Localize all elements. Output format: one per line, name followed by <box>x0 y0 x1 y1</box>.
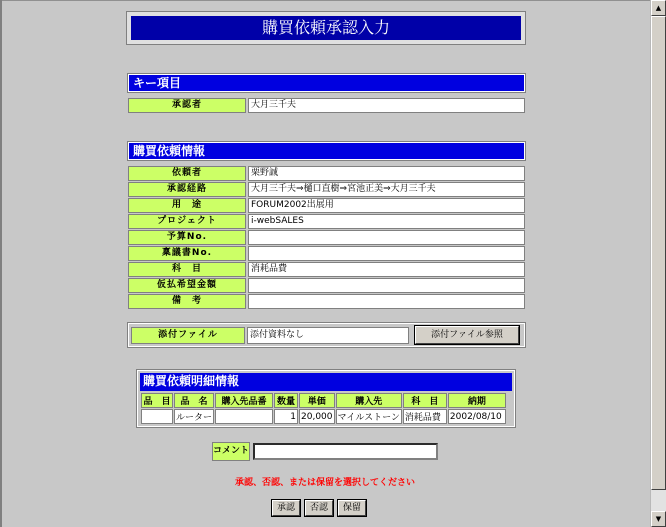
ringi-no-label: 稟議書No. <box>128 246 246 261</box>
detail-section-header: 購買依頼明細情報 <box>140 373 512 391</box>
requester-label: 依頼者 <box>128 166 246 181</box>
approval-route-label: 承認経路 <box>128 182 246 197</box>
purpose-value: FORUM2002出展用 <box>248 198 525 213</box>
column-header-item: 品 目 <box>141 393 173 408</box>
advance-amount-row <box>128 278 525 293</box>
comment-input[interactable] <box>253 443 438 460</box>
scroll-up-arrow-icon[interactable]: ▲ <box>651 0 666 16</box>
approval-route-value: 大月三千夫⇒樋口直樹⇒宮池正美⇒大月三千夫 <box>248 182 525 197</box>
detail-box <box>137 370 515 427</box>
window-frame-left <box>0 0 2 527</box>
cell-unit-price: 20,000 <box>299 409 335 424</box>
cell-supplier: マイルストーン <box>336 409 402 424</box>
purpose-row <box>128 198 525 213</box>
comment-label: コメント <box>212 442 250 461</box>
approver-row <box>128 98 525 113</box>
cell-quantity: 1 <box>274 409 298 424</box>
project-value: i-webSALES <box>248 214 525 229</box>
hold-button[interactable]: 保留 <box>338 500 366 516</box>
approver-value: 大月三千夫 <box>248 98 525 113</box>
requester-row <box>128 166 525 181</box>
attachment-label: 添付ファイル <box>131 327 245 344</box>
column-header-delivery-date: 納期 <box>448 393 506 408</box>
instruction-message: 承認、否認、または保留を選択してください <box>234 478 415 488</box>
budget-no-row <box>128 230 525 245</box>
budget-no-value <box>248 230 525 245</box>
remarks-label: 備 考 <box>128 294 246 309</box>
column-header-account: 科 目 <box>403 393 447 408</box>
column-header-supplier-part-no: 購入先品番 <box>215 393 273 408</box>
column-header-supplier: 購入先 <box>336 393 402 408</box>
account-row <box>128 262 525 277</box>
advance-amount-label: 仮払希望金額 <box>128 278 246 293</box>
table-row <box>141 409 506 424</box>
advance-amount-value <box>248 278 525 293</box>
remarks-row <box>128 294 525 309</box>
cell-product-name: ルーター <box>174 409 214 424</box>
purpose-label: 用 途 <box>128 198 246 213</box>
reject-button[interactable]: 否認 <box>305 500 333 516</box>
window-frame-top <box>0 0 666 1</box>
cell-supplier-part-no <box>215 409 273 424</box>
approve-button[interactable]: 承認 <box>272 500 300 516</box>
vertical-scrollbar[interactable] <box>650 0 666 527</box>
comment-row <box>212 440 440 462</box>
project-label: プロジェクト <box>128 214 246 229</box>
remarks-value <box>248 294 525 309</box>
detail-table <box>140 392 507 425</box>
column-header-quantity: 数量 <box>274 393 298 408</box>
attachment-value: 添付資料なし <box>247 327 409 344</box>
attachment-browse-button[interactable]: 添付ファイル参照 <box>415 326 519 344</box>
scroll-down-arrow-icon[interactable]: ▼ <box>651 511 666 527</box>
ringi-no-row <box>128 246 525 261</box>
approval-route-row <box>128 182 525 197</box>
detail-header-row <box>141 393 506 408</box>
approver-label: 承認者 <box>128 98 246 113</box>
request-section-header: 購買依頼情報 <box>128 142 525 160</box>
cell-delivery-date: 2002/08/10 <box>448 409 506 424</box>
budget-no-label: 予算No. <box>128 230 246 245</box>
column-header-product-name: 品 名 <box>174 393 214 408</box>
action-buttons <box>272 500 366 516</box>
scrollbar-thumb[interactable] <box>651 16 666 490</box>
ringi-no-value <box>248 246 525 261</box>
account-value: 消耗品費 <box>248 262 525 277</box>
page-title: 購買依頼承認入力 <box>127 12 525 44</box>
key-section-header: キー項目 <box>128 74 525 92</box>
requester-value: 栗野誠 <box>248 166 525 181</box>
cell-item <box>141 409 173 424</box>
attachment-box <box>128 323 525 347</box>
cell-account: 消耗品費 <box>403 409 447 424</box>
account-label: 科 目 <box>128 262 246 277</box>
project-row <box>128 214 525 229</box>
column-header-unit-price: 単価 <box>299 393 335 408</box>
